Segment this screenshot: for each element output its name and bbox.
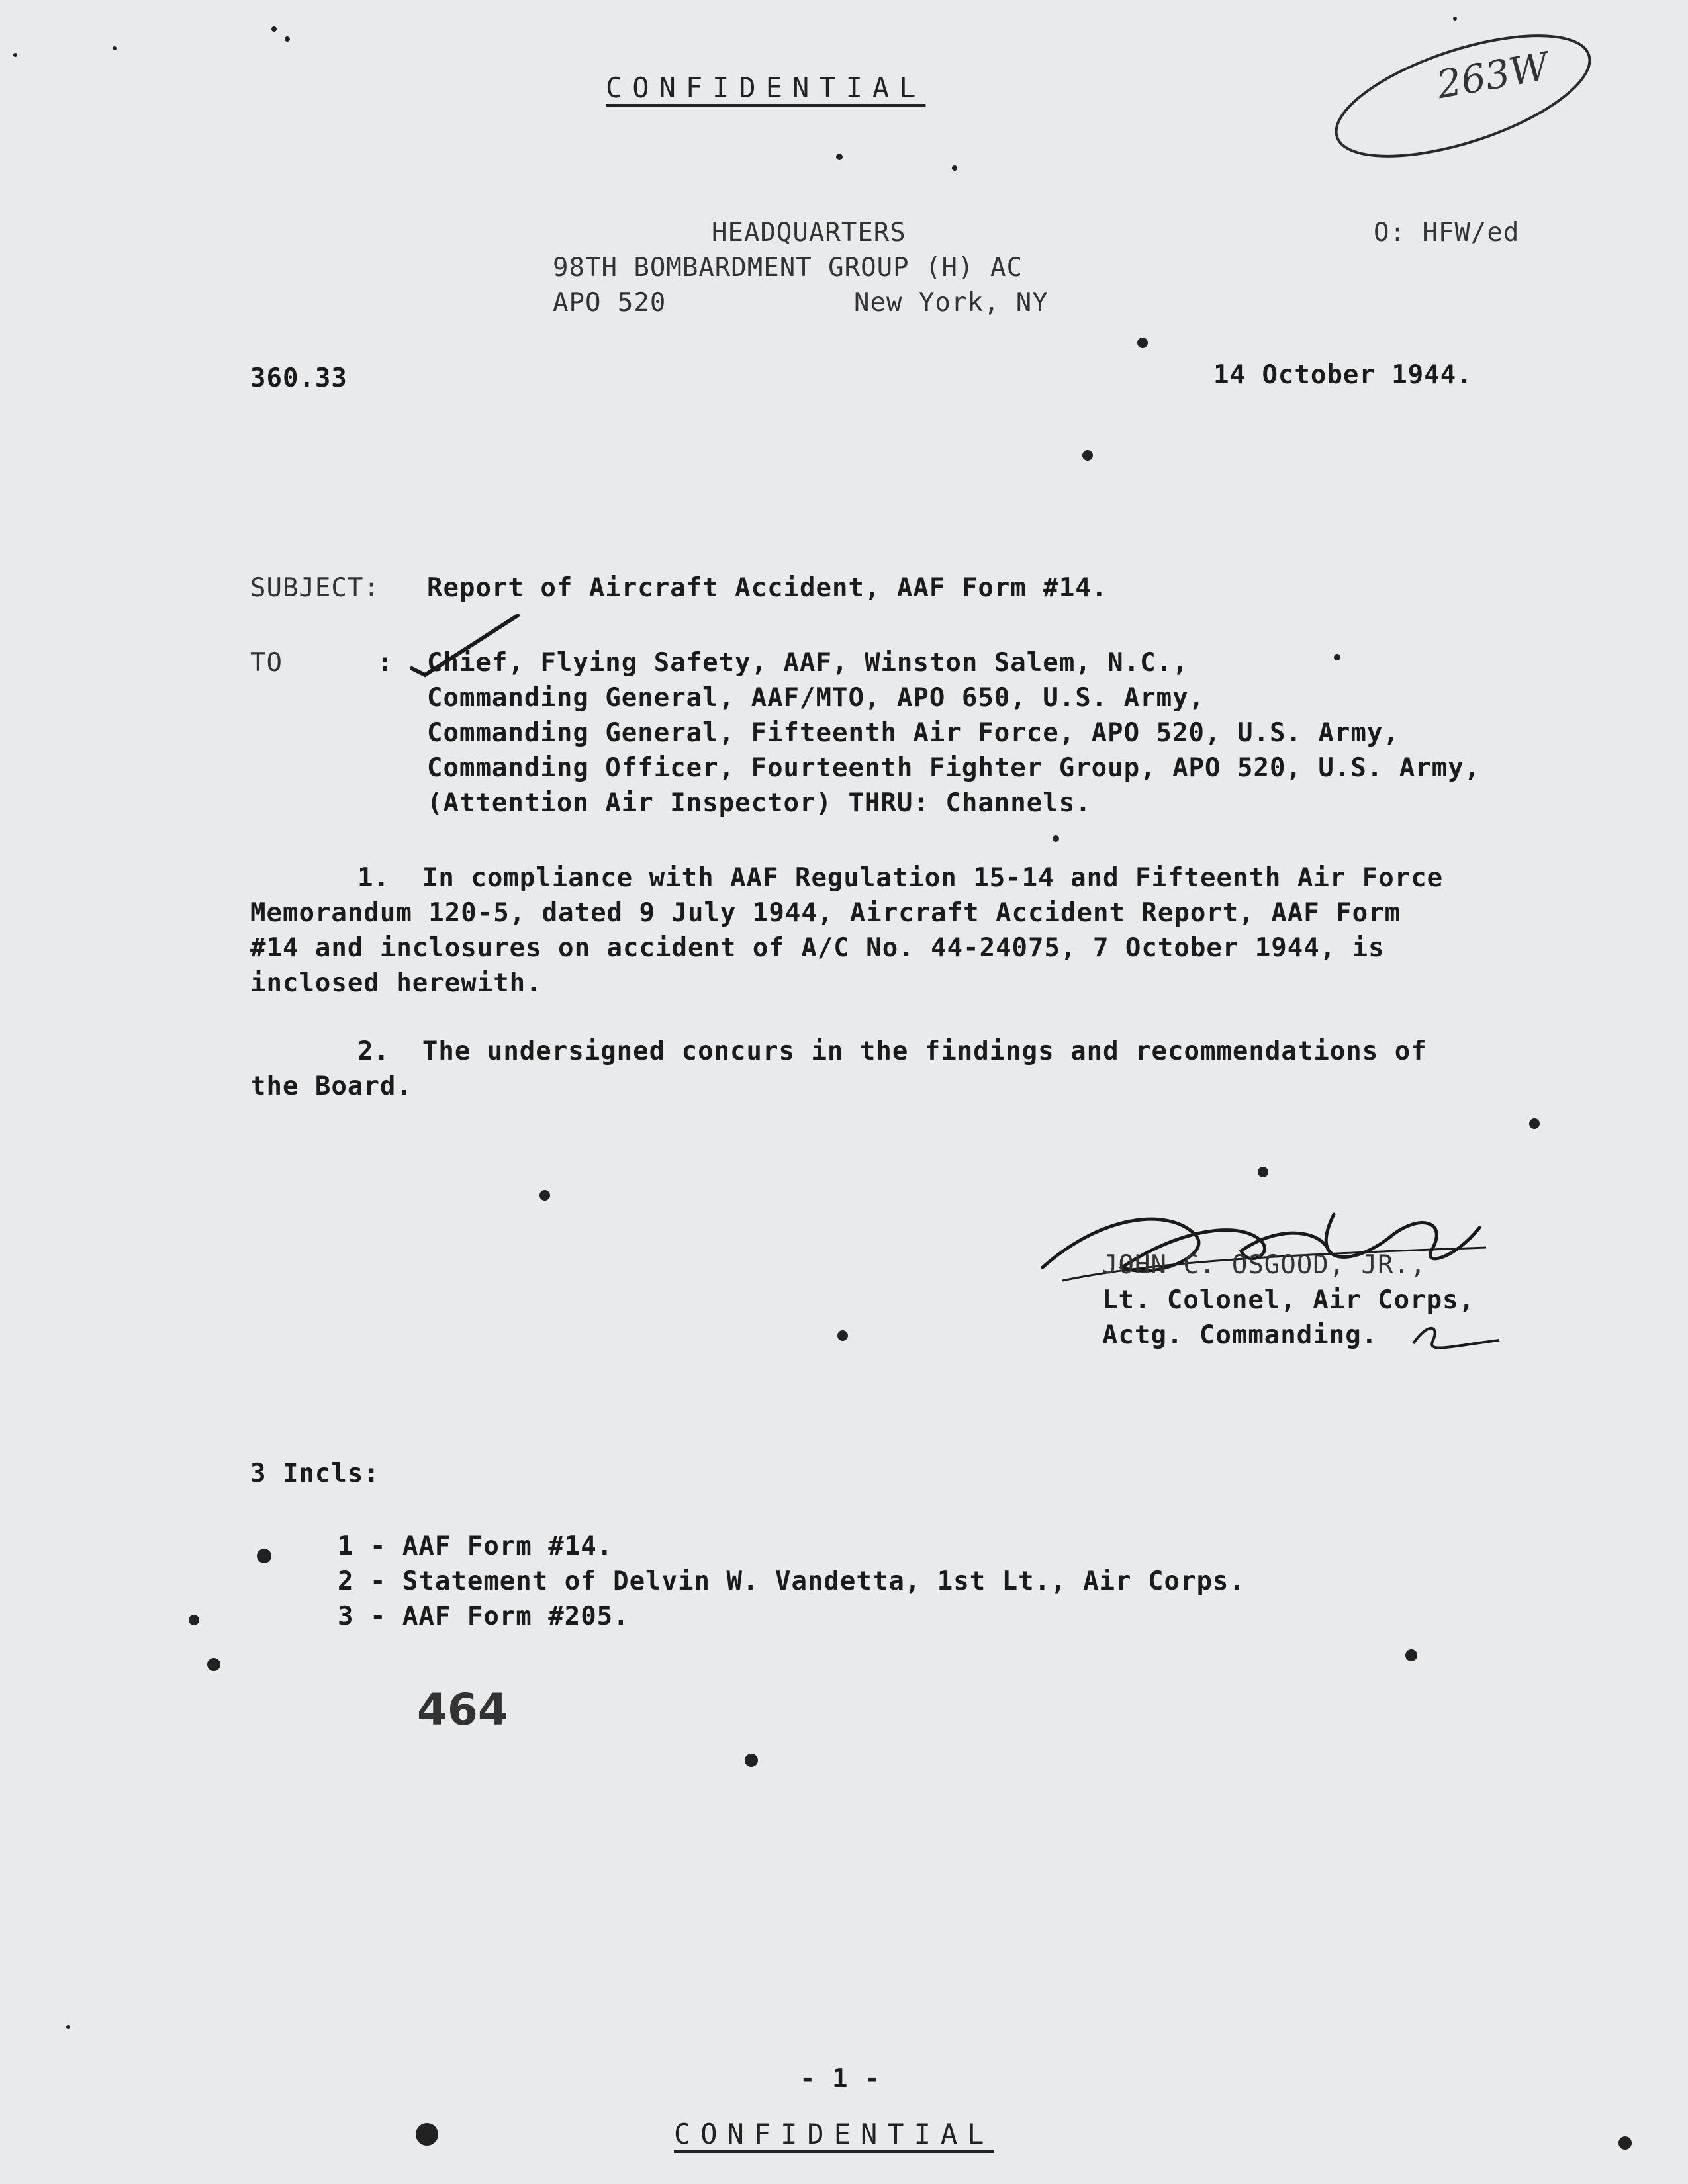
hq-line-1: HEADQUARTERS	[712, 218, 906, 248]
speck	[416, 2123, 438, 2146]
speck	[539, 1190, 550, 1201]
speck	[1137, 338, 1148, 348]
speck	[1529, 1118, 1540, 1129]
speck	[189, 1615, 199, 1625]
initial-mark	[1407, 1317, 1506, 1357]
speck	[836, 154, 843, 160]
speck	[207, 1658, 220, 1671]
subject-text: Report of Aircraft Accident, AAF Form #14.	[427, 573, 1108, 603]
speck	[66, 2025, 70, 2029]
speck	[1053, 835, 1059, 842]
page-number: - 1 -	[800, 2064, 881, 2094]
hq-line-3-left: APO 520	[553, 288, 667, 318]
speck	[1334, 654, 1340, 660]
inclosure-item: 3 - AAF Form #205.	[338, 1602, 630, 1631]
speck	[1618, 2136, 1632, 2150]
signer-title: Actg. Commanding.	[1102, 1320, 1378, 1350]
to-address-line: (Attention Air Inspector) THRU: Channels.	[427, 788, 1092, 818]
to-address-line: Commanding General, Fifteenth Air Force, APO 520, U.S. Army,	[427, 718, 1399, 748]
speck	[745, 1754, 758, 1767]
subject-label: SUBJECT:	[250, 573, 380, 603]
paragraph-2-line: the Board.	[250, 1071, 412, 1101]
paragraph-2-line: 2. The undersigned concurs in the findings and recommendations of	[357, 1036, 1427, 1066]
speck	[113, 46, 117, 50]
to-address-line: Commanding Officer, Fourteenth Fighter Group, APO 520, U.S. Army,	[427, 753, 1481, 783]
speck	[285, 36, 290, 42]
inclosure-item: 1 - AAF Form #14.	[338, 1531, 614, 1561]
to-colon: :	[377, 648, 394, 678]
speck	[271, 26, 277, 32]
to-label: TO	[250, 648, 283, 678]
signer-name: JOHN C. OSGOOD, JR.,	[1102, 1250, 1427, 1280]
speck	[1453, 17, 1457, 21]
file-number: 360.33	[250, 363, 348, 393]
speck	[1258, 1167, 1268, 1177]
paragraph-1-line: Memorandum 120-5, dated 9 July 1944, Aircraft Accident Report, AAF Form	[250, 898, 1401, 928]
letter-date: 14 October 1944.	[1213, 360, 1473, 390]
inclosure-item: 2 - Statement of Delvin W. Vandetta, 1st Lt., Air Corps.	[338, 1567, 1245, 1596]
speck	[1405, 1649, 1417, 1661]
speck	[13, 53, 17, 57]
paragraph-1-line: #14 and inclosures on accident of A/C No. 44-24075, 7 October 1944, is	[250, 933, 1385, 963]
to-address-line: Commanding General, AAF/MTO, APO 650, U.S. Army,	[427, 683, 1205, 713]
inclosures-label: 3 Incls:	[250, 1459, 380, 1488]
confidential-header: CONFIDENTIAL	[606, 71, 926, 104]
confidential-footer: CONFIDENTIAL	[674, 2118, 994, 2150]
hq-line-2: 98TH BOMBARDMENT GROUP (H) AC	[553, 253, 1023, 283]
speck	[257, 1549, 271, 1563]
speck	[837, 1330, 848, 1341]
paragraph-1-line: 1. In compliance with AAF Regulation 15-14 and Fifteenth Air Force	[357, 863, 1444, 893]
office-code: O: HFW/ed	[1374, 218, 1520, 248]
speck	[952, 165, 957, 171]
speck	[1082, 450, 1093, 461]
signer-rank: Lt. Colonel, Air Corps,	[1102, 1285, 1476, 1315]
hq-line-3-right: New York, NY	[854, 288, 1049, 318]
stamp-number: 464	[417, 1684, 508, 1735]
handwritten-number: 263W	[1433, 43, 1552, 108]
paragraph-1-line: inclosed herewith.	[250, 968, 542, 998]
check-mark	[405, 609, 524, 682]
to-address-line: Chief, Flying Safety, AAF, Winston Salem, N.C.,	[427, 648, 1189, 678]
